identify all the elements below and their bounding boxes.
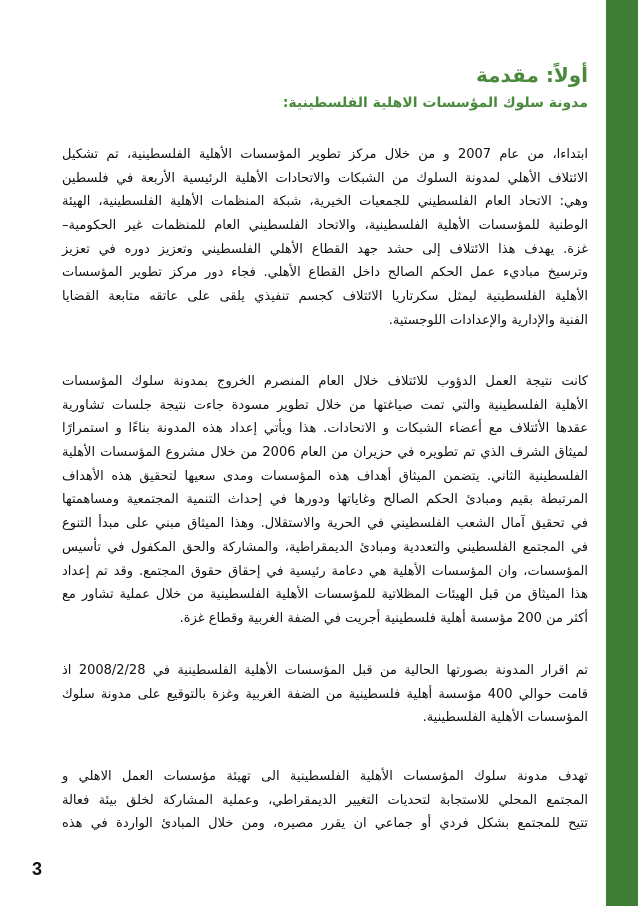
page-number: 3 (32, 859, 43, 879)
paragraph-line: غزة. يهدف هذا الائتلاف إلى حشد جهد القطاع الأهلي الفلسطيني وتعزيز دوره في تعزيز (62, 241, 588, 257)
paragraph-line: المؤسسات الأهلية الفلسطينية. (422, 710, 588, 726)
paragraph-line: تهدف مدونة سلوك المؤسسات الأهلية الفلسطينية الى تهيئة مؤسسات العمل الاهلي و (62, 769, 588, 784)
paragraph-line: الائتلاف الأهلي لمدونة السلوك من الشبكات والاتحادات الأهلية الرئيسية الأربعة في فلسطين (62, 170, 588, 186)
paragraph-line: الوطنية للمؤسسات الأهلية الفلسطينية، والاتحاد الفلسطيني العام للمنظمات غير الحكومية– (62, 218, 588, 234)
paragraph-line: في تحقيق آمال الشعب الفلسطيني في الحرية والاستقلال. وهذا الميثاق مبني على مبدأ التنوع (62, 516, 588, 532)
paragraph-line: ابتداءا، من عام 2007 و من خلال مركز تطوير المؤسسات الأهلية الفلسطينية، تم تشكيل (62, 147, 588, 162)
paragraph-line: المجتمع المحلي للاستجابة لتحديات التغيير الديمقراطي، وعملية المشاركة لخلق بيئة فعالة (62, 792, 588, 808)
paragraph-2 (62, 370, 588, 631)
paragraph-line: الفنية والإدارية والإعدادات اللوجستية. (388, 312, 588, 328)
paragraph-line: هذا الميثاق من قبل الهيئات المظلاتية للمؤسسات الأهلية الفلسطينية من خلال عملية تشاور مع (62, 587, 588, 603)
paragraph-line: أكثر من 200 مؤسسة أهلية فلسطينية أجريت في الضفة الغربية وقطاع غزة. (179, 610, 588, 626)
paragraph-3 (62, 659, 588, 730)
paragraph-4 (62, 765, 588, 836)
section-title: أولاً: مقدمة (476, 63, 588, 87)
paragraph-line: تتيح للمجتمع بشكل فردي أو جماعي ان يقرر مصيره، ومن خلال المبادئ الواردة في هذه (62, 816, 588, 832)
paragraph-line: عقدها الأئتلاف مع أعضاء الشبكات و الاتحادات. هذا ويأتي إعداد هذه المدونة بناءًا و استمرارًا (62, 421, 588, 437)
paragraph-line: الأهلية الفلسطينية ليمثل سكرتاريا الائتلاف كجسم تنفيذي يلقى على عاتقه متابعة القضايا (62, 289, 588, 305)
paragraph-line: الأهلية الفلسطينية والتي تمت صياغتها من خلال تطوير مسودة جاءت نتيجة جلسات تشاورية (62, 397, 588, 413)
paragraph-line: المؤسسات، وان المؤسسات الأهلية هي دعامة رئيسية في إحقاق حقوق المجتمع. وقد تم إعداد (62, 563, 588, 579)
paragraph-line: وهي: الاتحاد العام الفلسطيني للجمعيات الخيرية، شبكة المنظمات الأهلية الفلسطينية، الهيئة (62, 194, 588, 210)
paragraph-line: الفلسطينية الثاني. يتضمن الميثاق أهداف هذه المؤسسات ومدى سعيها لتحقيق هذه الأهداف (62, 468, 588, 484)
paragraph-line: تم اقرار المدونة بصورتها الحالية من قبل المؤسسات الأهلية الفلسطينية في 2008/2/28 اذ (62, 663, 588, 678)
paragraph-line: كانت نتيجة العمل الدؤوب للائتلاف خلال العام المنصرم الخروج بمدونة سلوك المؤسسات (62, 374, 588, 389)
paragraph-line: المرتبطة بقيم ومبادئ الحكم الصالح وغاياتها ودورها في إحداث التنمية المجتمعية ومساهمتها (62, 492, 588, 508)
paragraph-line: في المجتمع الفلسطيني والتعددية ومبادئ الديمقراطية، والمشاركة والحق المكفول في تأسيس (62, 539, 588, 555)
accent-side-bar (606, 0, 638, 906)
paragraph-line: وترسيخ مباديء عمل الحكم الصالح داخل القطاع الأهلي. فجاء دور مركز تطوير المؤسسات (62, 265, 588, 281)
section-subtitle: مدونة سلوك المؤسسات الاهلية الفلسطينية: (282, 95, 588, 111)
paragraph-line: لميثاق الشرف الذي تم تطويره في حزيران من العام 2006 من خلال مشروع المؤسسات الأهلية (62, 445, 588, 461)
paragraph-1 (62, 143, 588, 333)
paragraph-line: قامت حوالي 400 مؤسسة أهلية فلسطينية من الضفة الغربية وغزة بالتوقيع على مدونة سلوك (62, 686, 588, 702)
